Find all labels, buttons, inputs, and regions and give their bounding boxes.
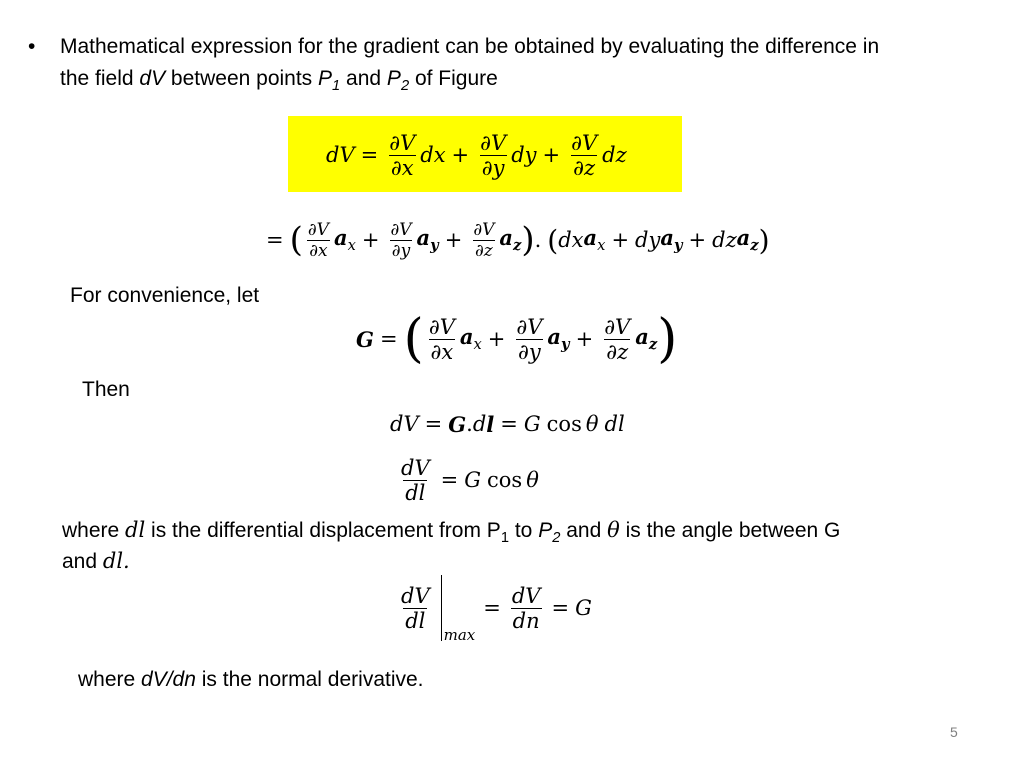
eq6-equals: = bbox=[483, 596, 501, 620]
eq6-G: G bbox=[575, 596, 592, 620]
eq4-G-vector: G bbox=[448, 411, 467, 437]
eq3-ay: $a_y$ bbox=[547, 324, 570, 354]
eq2-dz: dz bbox=[712, 228, 737, 252]
eq3-plus: + bbox=[487, 327, 506, 351]
eq3-plus: + bbox=[575, 327, 594, 351]
eq4-equals: = bbox=[424, 412, 443, 436]
eq4-dot: . bbox=[466, 412, 473, 436]
eq3-rparen: ) bbox=[657, 309, 678, 369]
eq2-dx: dx bbox=[558, 228, 584, 252]
eq5-G: G bbox=[464, 468, 481, 492]
eq5-cos: cos bbox=[487, 468, 523, 492]
where-P2: $P_2$ bbox=[538, 519, 561, 547]
eq4-equals: = bbox=[500, 412, 518, 436]
eq2-az: $a_z$ bbox=[736, 225, 759, 255]
where-dl: dl bbox=[125, 518, 146, 542]
eq1-plus: + bbox=[542, 143, 561, 167]
bullet-marker: • bbox=[28, 35, 36, 58]
eq1-dy: dy bbox=[511, 143, 537, 167]
eq4-G: G bbox=[523, 412, 541, 436]
intro-line-1: Mathematical expression for the gradient can be obtained by evaluating the difference in bbox=[60, 35, 880, 58]
eq2-plus: + bbox=[444, 228, 463, 252]
intro-P2: $P_2$ bbox=[386, 67, 410, 95]
eq3-frac-y: $\frac{\partial V}{\partial y}$ bbox=[516, 314, 543, 364]
eq2-az: $a_z$ bbox=[499, 225, 522, 255]
eq3-G: G bbox=[356, 326, 374, 352]
intro-line-2 bbox=[60, 64, 498, 101]
eq4-d: d bbox=[472, 412, 487, 436]
eq2-plus: + bbox=[688, 228, 707, 252]
eq3-frac-x: $\frac{\partial V}{\partial x}$ bbox=[428, 314, 455, 364]
normal-derivative-text: where dV/dn is the normal derivative. bbox=[78, 668, 424, 691]
eq2-dy: dy bbox=[635, 228, 661, 252]
eq6-evaluation-bar bbox=[441, 575, 442, 641]
where-theta: θ bbox=[607, 518, 620, 542]
eq2-dot: . bbox=[534, 228, 542, 252]
convenience-text: For convenience, let bbox=[70, 284, 260, 307]
equation-G-definition bbox=[356, 306, 677, 372]
eq2-ax: $a_x$ bbox=[333, 225, 356, 255]
eq1-frac-x: $\frac{\partial V}{\partial x}$ bbox=[389, 130, 416, 180]
intro-text: and bbox=[340, 67, 387, 90]
eq2-equals: = bbox=[266, 228, 284, 252]
eq3-equals: = bbox=[379, 327, 398, 351]
eq1-equals: = bbox=[360, 143, 379, 167]
eq4-lhs: dV bbox=[390, 412, 419, 436]
eq5-theta: θ bbox=[526, 468, 539, 492]
eq6-equals: = bbox=[551, 596, 570, 620]
eq2-frac-x: $\frac{\partial V}{\partial x}$ bbox=[307, 219, 329, 261]
eq1-plus: + bbox=[451, 143, 470, 167]
equation-dot-product bbox=[266, 214, 770, 266]
eq4-cos: cos bbox=[546, 412, 582, 436]
eq2-ay: $a_y$ bbox=[416, 225, 439, 255]
eq4-l-vector: l bbox=[486, 411, 495, 437]
normal-derivative-term: dV/dn bbox=[141, 668, 196, 691]
page-number: 5 bbox=[950, 724, 958, 740]
eq2-ay: $a_y$ bbox=[660, 225, 683, 255]
eq3-ax: $a_x$ bbox=[459, 324, 482, 354]
eq4-theta: θ bbox=[585, 412, 599, 436]
equation-dV-dl bbox=[396, 450, 539, 510]
intro-text: of Figure bbox=[409, 67, 498, 90]
intro-P1: $P_1$ bbox=[318, 67, 341, 95]
eq3-az: $a_z$ bbox=[635, 324, 658, 354]
eq1-dz: dz bbox=[602, 143, 627, 167]
eq3-frac-z: $\frac{\partial V}{\partial z}$ bbox=[604, 314, 631, 364]
where-dl-2: dl. bbox=[102, 549, 130, 573]
eq2-lparen: ( bbox=[547, 223, 559, 257]
eq2-frac-y: $\frac{\partial V}{\partial y}$ bbox=[390, 219, 412, 261]
eq2-rparen: ) bbox=[521, 220, 535, 260]
eq1-frac-z: $\frac{\partial V}{\partial z}$ bbox=[571, 130, 598, 180]
intro-text: between points bbox=[165, 67, 319, 90]
eq1-dx: dx bbox=[420, 143, 446, 167]
eq1-frac-y: $\frac{\partial V}{\partial y}$ bbox=[480, 130, 507, 180]
eq2-plus: + bbox=[611, 228, 630, 252]
eq6-max-subscript: max bbox=[443, 626, 476, 644]
equation-dV-G-dl bbox=[390, 408, 625, 440]
eq3-lparen: ( bbox=[403, 309, 424, 369]
eq2-plus: + bbox=[361, 228, 380, 252]
eq4-dl: dl bbox=[604, 412, 625, 436]
eq6-frac-dn: $\frac{dV}{dn}$ bbox=[511, 583, 541, 633]
eq5-frac: $\frac{dV}{dl}$ bbox=[401, 455, 430, 505]
eq2-lparen: ( bbox=[289, 220, 303, 260]
equation-dV-expansion bbox=[326, 124, 627, 186]
eq1-lhs: dV bbox=[326, 143, 355, 167]
intro-dV: dV bbox=[139, 67, 166, 90]
equation-max-derivative bbox=[396, 568, 592, 648]
eq2-rparen: ) bbox=[758, 223, 770, 257]
then-text: Then bbox=[82, 378, 130, 401]
intro-text: the field bbox=[60, 67, 140, 90]
where-line-1: where dl is the differential displacement from $P_1$ to $P_2$ and θ is the angle between G bbox=[62, 518, 841, 547]
eq2-frac-z: $\frac{\partial V}{\partial z}$ bbox=[473, 219, 495, 261]
eq6-frac-dl: $\frac{dV}{dl}$ bbox=[401, 583, 430, 633]
where-line-2: and dl. bbox=[62, 549, 130, 573]
eq2-ax: $a_x$ bbox=[583, 225, 606, 255]
eq5-equals: = bbox=[440, 468, 459, 492]
